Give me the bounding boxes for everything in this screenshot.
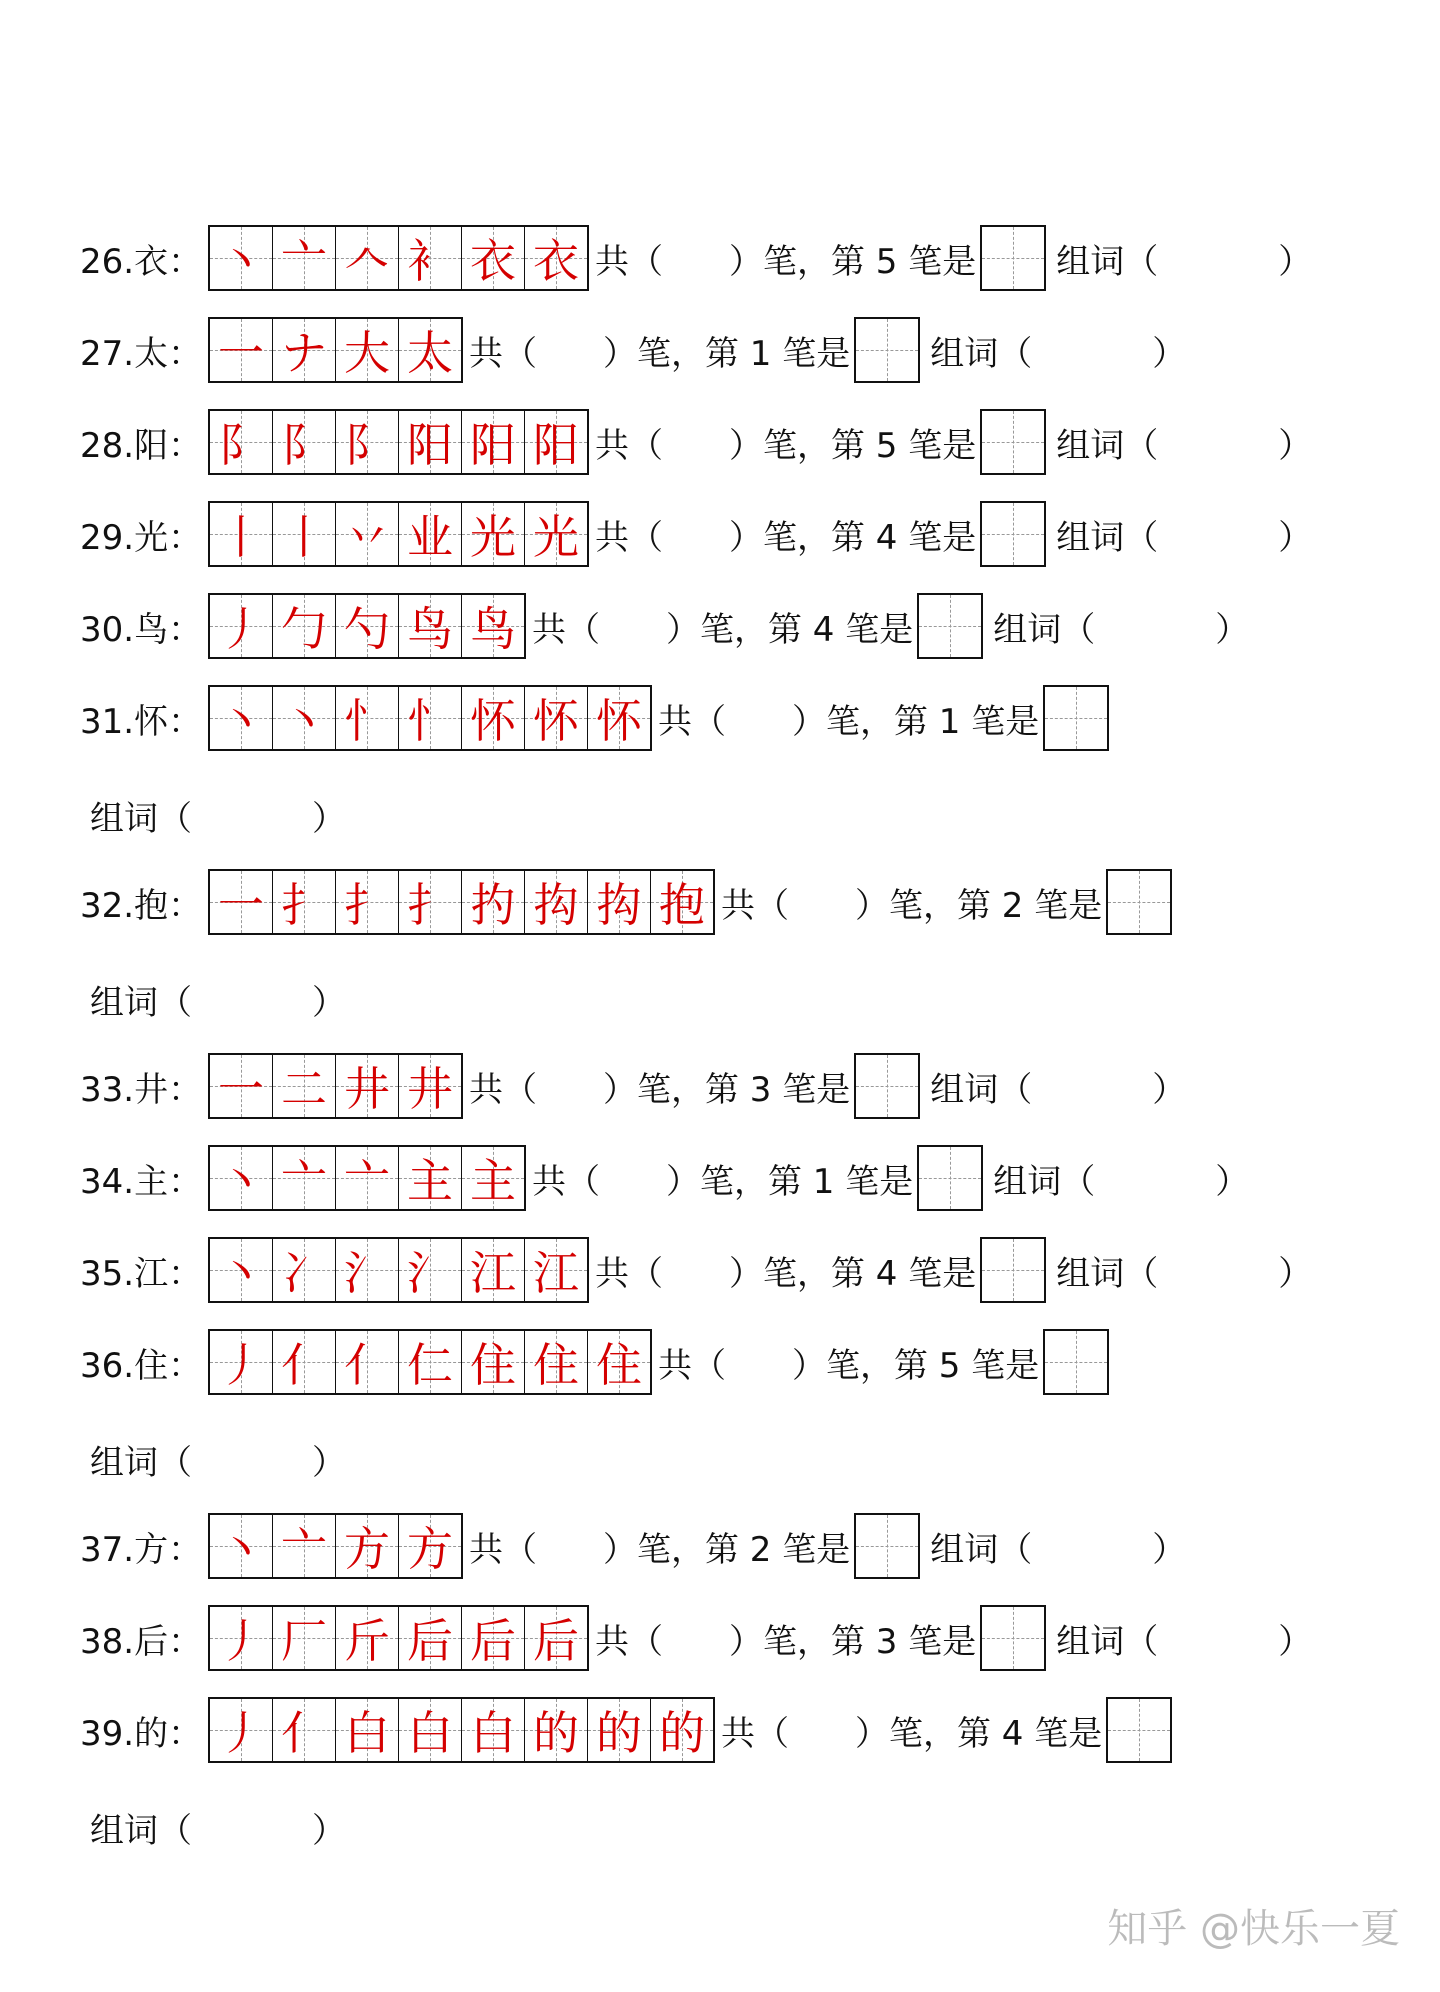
stroke-step-cell (524, 1331, 587, 1393)
zuci-wrapped-line (90, 1435, 346, 1484)
exercise-row (80, 225, 1312, 291)
stroke-step-glyph: 亠 (344, 1154, 390, 1208)
stroke-step-glyph: 亠 (281, 234, 327, 288)
stroke-step-glyph: 扚 (470, 878, 516, 932)
zuci-wrapped-line (90, 791, 346, 840)
stroke-order-grid (208, 1697, 715, 1763)
stroke-step-cell (335, 1331, 398, 1393)
stroke-step-cell (335, 1239, 398, 1301)
stroke-step-glyph: 亠 (281, 1154, 327, 1208)
stroke-order-grid (208, 317, 463, 383)
zuci-field[interactable]: 组词（ ） (930, 1529, 1187, 1570)
stroke-step-glyph: 亻 (281, 1706, 327, 1760)
zuci-field[interactable]: 组词（ ） (1056, 517, 1313, 558)
stroke-step-glyph: 仁 (407, 1338, 453, 1392)
stroke-step-cell (461, 595, 524, 657)
stroke-step-cell (272, 595, 335, 657)
stroke-step-glyph: 怀 (596, 694, 642, 748)
exercise-label: 39.的： (80, 1713, 203, 1754)
stroke-step-cell (210, 503, 272, 565)
stroke-step-cell (335, 227, 398, 289)
stroke-step-cell (272, 1239, 335, 1301)
exercise-label: 37.方： (80, 1529, 203, 1570)
nth-stroke-label: ）笔，第 4 笔是 (729, 1253, 977, 1294)
stroke-step-glyph: 丶 (218, 1522, 264, 1576)
stroke-step-glyph: 丶 (218, 234, 264, 288)
stroke-step-cell (650, 1699, 713, 1761)
stroke-step-cell (335, 319, 398, 381)
stroke-step-cell (524, 503, 587, 565)
stroke-step-glyph: 勺 (344, 602, 390, 656)
total-strokes-label: 共（ (469, 1529, 537, 1570)
stroke-answer-box[interactable] (1043, 685, 1109, 751)
stroke-step-glyph: 阝 (344, 418, 390, 472)
stroke-step-glyph: 冫 (281, 1246, 327, 1300)
stroke-step-cell (587, 1699, 650, 1761)
stroke-step-cell (272, 411, 335, 473)
stroke-step-cell (524, 227, 587, 289)
total-strokes-label: 共（ (595, 241, 663, 282)
stroke-step-cell (398, 1147, 461, 1209)
stroke-step-glyph: 井 (344, 1062, 390, 1116)
stroke-answer-box[interactable] (917, 1145, 983, 1211)
stroke-step-cell (398, 1607, 461, 1669)
stroke-step-cell (272, 1515, 335, 1577)
stroke-step-glyph: 亠 (281, 1522, 327, 1576)
stroke-order-grid (208, 1605, 589, 1671)
stroke-step-glyph: 丨 (218, 510, 264, 564)
stroke-step-cell (398, 1699, 461, 1761)
nth-stroke-label: ）笔，第 5 笔是 (729, 241, 977, 282)
zuci-wrapped-line (90, 975, 346, 1024)
stroke-step-cell (587, 871, 650, 933)
stroke-step-cell (461, 1607, 524, 1669)
stroke-step-cell (461, 411, 524, 473)
stroke-step-glyph: 丶 (218, 694, 264, 748)
stroke-step-glyph: 衤 (407, 234, 453, 288)
stroke-step-cell (587, 687, 650, 749)
zuci-field[interactable]: 组词（ ） (930, 1069, 1187, 1110)
exercise-row (80, 501, 1312, 567)
stroke-step-cell (398, 319, 461, 381)
stroke-step-glyph: 业 (407, 510, 453, 564)
nth-stroke-label: ）笔，第 5 笔是 (792, 1345, 1040, 1386)
stroke-step-cell (398, 411, 461, 473)
stroke-answer-box[interactable] (1043, 1329, 1109, 1395)
total-strokes-label: 共（ (595, 1621, 663, 1662)
stroke-step-cell (524, 871, 587, 933)
stroke-step-cell (210, 411, 272, 473)
stroke-order-grid (208, 1145, 526, 1211)
stroke-step-cell (272, 1055, 335, 1117)
stroke-step-glyph: 鸟 (407, 602, 453, 656)
stroke-step-glyph: 井 (407, 1062, 453, 1116)
stroke-step-glyph: 扌 (407, 878, 453, 932)
stroke-step-cell (524, 1239, 587, 1301)
stroke-step-glyph: 一 (218, 878, 264, 932)
exercise-label: 31.怀： (80, 701, 203, 742)
stroke-step-cell (210, 1239, 272, 1301)
stroke-step-cell (587, 1331, 650, 1393)
stroke-step-glyph: 丶 (218, 1154, 264, 1208)
nth-stroke-label: ）笔，第 4 笔是 (729, 517, 977, 558)
stroke-step-glyph: 亻 (344, 1338, 390, 1392)
total-strokes-label: 共（ (658, 701, 726, 742)
stroke-step-cell (461, 1331, 524, 1393)
stroke-step-cell (398, 227, 461, 289)
exercise-label: 32.抱： (80, 885, 203, 926)
total-strokes-label: 共（ (595, 1253, 663, 1294)
stroke-step-cell (335, 1147, 398, 1209)
stroke-step-glyph: 斤 (344, 1614, 390, 1668)
zuci-field[interactable]: 组词（ ） (930, 333, 1187, 374)
stroke-step-glyph: 白 (470, 1706, 516, 1760)
stroke-step-cell (398, 595, 461, 657)
stroke-answer-box[interactable] (980, 501, 1046, 567)
stroke-step-cell (398, 1055, 461, 1117)
stroke-step-cell (398, 503, 461, 565)
stroke-order-grid (208, 685, 652, 751)
stroke-step-cell (398, 871, 461, 933)
nth-stroke-label: ）笔，第 3 笔是 (729, 1621, 977, 1662)
stroke-step-glyph: 后 (533, 1614, 579, 1668)
exercise-label: 26.衣： (80, 241, 203, 282)
stroke-step-glyph: 主 (407, 1154, 453, 1208)
stroke-step-cell (272, 1607, 335, 1669)
stroke-step-glyph: 厂 (281, 1614, 327, 1668)
exercise-label: 28.阳： (80, 425, 203, 466)
stroke-answer-box[interactable] (854, 317, 920, 383)
stroke-answer-box[interactable] (980, 409, 1046, 475)
stroke-step-glyph: 丷 (344, 510, 390, 564)
stroke-step-glyph: 方 (344, 1522, 390, 1576)
stroke-step-cell (335, 871, 398, 933)
stroke-step-glyph: 丿 (218, 602, 264, 656)
stroke-step-cell (335, 1515, 398, 1577)
stroke-step-cell (524, 411, 587, 473)
zuci-field[interactable]: 组词（ ） (993, 1161, 1250, 1202)
total-strokes-label: 共（ (595, 425, 663, 466)
total-strokes-label: 共（ (532, 609, 600, 650)
zuci-wrapped-line (90, 1803, 346, 1852)
stroke-step-glyph: 抱 (659, 878, 705, 932)
zuci-field[interactable]: 组词（ ） (1056, 425, 1313, 466)
exercise-label: 35.江： (80, 1253, 203, 1294)
stroke-step-glyph: 氵 (344, 1246, 390, 1300)
zuci-field[interactable]: 组词（ ） (1056, 241, 1313, 282)
stroke-step-glyph: ナ (281, 326, 327, 380)
zuci-field[interactable]: 组词（ ） (90, 799, 346, 839)
zuci-field[interactable]: 组词（ ） (1056, 1253, 1313, 1294)
stroke-step-glyph: 太 (407, 326, 453, 380)
stroke-step-cell (210, 871, 272, 933)
stroke-step-cell (210, 1607, 272, 1669)
zuci-field[interactable]: 组词（ ） (90, 983, 346, 1023)
exercise-row (80, 1697, 1172, 1763)
nth-stroke-label: ）笔，第 1 笔是 (603, 333, 851, 374)
stroke-step-cell (210, 227, 272, 289)
stroke-step-glyph: 丿 (218, 1614, 264, 1668)
stroke-step-cell (210, 1147, 272, 1209)
stroke-answer-box[interactable] (854, 1053, 920, 1119)
stroke-step-glyph: 住 (533, 1338, 579, 1392)
stroke-step-cell (461, 871, 524, 933)
stroke-step-glyph: 阳 (470, 418, 516, 472)
stroke-step-glyph: 住 (596, 1338, 642, 1392)
exercise-label: 29.光： (80, 517, 203, 558)
exercise-row (80, 1605, 1312, 1671)
stroke-step-cell (272, 1147, 335, 1209)
stroke-step-glyph: 丶 (218, 1246, 264, 1300)
stroke-step-glyph: 白 (344, 1706, 390, 1760)
stroke-order-grid (208, 1237, 589, 1303)
stroke-step-glyph: 丨 (281, 510, 327, 564)
stroke-answer-box[interactable] (1106, 869, 1172, 935)
stroke-answer-box[interactable] (917, 593, 983, 659)
nth-stroke-label: ）笔，第 3 笔是 (603, 1069, 851, 1110)
stroke-step-cell (272, 1331, 335, 1393)
stroke-step-glyph: 扌 (344, 878, 390, 932)
stroke-answer-box[interactable] (980, 225, 1046, 291)
stroke-order-grid (208, 501, 589, 567)
total-strokes-label: 共（ (532, 1161, 600, 1202)
stroke-step-glyph: 丿 (218, 1706, 264, 1760)
stroke-step-cell (335, 411, 398, 473)
exercise-row (80, 869, 1172, 935)
stroke-order-grid (208, 593, 526, 659)
exercise-row (80, 593, 1249, 659)
stroke-step-cell (461, 687, 524, 749)
stroke-step-glyph: 氵 (407, 1246, 453, 1300)
total-strokes-label: 共（ (658, 1345, 726, 1386)
stroke-step-cell (461, 503, 524, 565)
stroke-step-cell (335, 503, 398, 565)
stroke-step-glyph: 衣 (533, 234, 579, 288)
exercise-row (80, 685, 1109, 751)
stroke-step-glyph: 忄 (407, 694, 453, 748)
stroke-step-cell (524, 1607, 587, 1669)
stroke-step-glyph: 一 (218, 326, 264, 380)
stroke-step-glyph: 光 (470, 510, 516, 564)
stroke-answer-box[interactable] (980, 1237, 1046, 1303)
stroke-order-grid (208, 869, 715, 935)
total-strokes-label: 共（ (721, 885, 789, 926)
stroke-step-glyph: 抅 (596, 878, 642, 932)
stroke-step-glyph: 的 (659, 1706, 705, 1760)
stroke-step-glyph: 阳 (407, 418, 453, 472)
stroke-step-glyph: 后 (407, 1614, 453, 1668)
stroke-step-glyph: 怀 (470, 694, 516, 748)
stroke-step-glyph: 阝 (218, 418, 264, 472)
exercise-label: 27.太： (80, 333, 203, 374)
nth-stroke-label: ）笔，第 1 笔是 (666, 1161, 914, 1202)
total-strokes-label: 共（ (469, 333, 537, 374)
stroke-step-cell (524, 1699, 587, 1761)
stroke-step-glyph: 𠆢 (344, 234, 390, 288)
total-strokes-label: 共（ (595, 517, 663, 558)
exercise-row (80, 1053, 1186, 1119)
stroke-step-cell (335, 595, 398, 657)
nth-stroke-label: ）笔，第 5 笔是 (729, 425, 977, 466)
stroke-step-cell (210, 687, 272, 749)
stroke-step-glyph: 大 (344, 326, 390, 380)
stroke-step-cell (210, 1055, 272, 1117)
stroke-step-glyph: 怀 (533, 694, 579, 748)
stroke-step-cell (398, 1331, 461, 1393)
stroke-order-grid (208, 225, 589, 291)
stroke-step-cell (398, 1239, 461, 1301)
exercise-row (80, 409, 1312, 475)
stroke-step-cell (461, 1147, 524, 1209)
stroke-order-grid (208, 1329, 652, 1395)
stroke-step-glyph: 主 (470, 1154, 516, 1208)
stroke-step-glyph: 的 (596, 1706, 642, 1760)
zuci-field[interactable]: 组词（ ） (90, 1443, 346, 1483)
stroke-step-glyph: 衣 (470, 234, 516, 288)
exercise-label: 36.住： (80, 1345, 203, 1386)
stroke-step-cell (210, 1515, 272, 1577)
stroke-step-cell (210, 1699, 272, 1761)
stroke-step-glyph: 丶 (281, 694, 327, 748)
stroke-step-glyph: 二 (281, 1062, 327, 1116)
stroke-step-glyph: 阳 (533, 418, 579, 472)
stroke-step-cell (335, 1699, 398, 1761)
exercise-label: 34.主： (80, 1161, 203, 1202)
total-strokes-label: 共（ (721, 1713, 789, 1754)
nth-stroke-label: ）笔，第 2 笔是 (855, 885, 1103, 926)
stroke-step-glyph: 江 (470, 1246, 516, 1300)
nth-stroke-label: ）笔，第 4 笔是 (666, 609, 914, 650)
exercise-row (80, 1329, 1109, 1395)
stroke-step-cell (272, 687, 335, 749)
stroke-step-glyph: 阝 (281, 418, 327, 472)
exercise-label: 38.后： (80, 1621, 203, 1662)
nth-stroke-label: ）笔，第 1 笔是 (792, 701, 1040, 742)
watermark: 知乎 @快乐一夏 (1107, 1906, 1400, 1952)
stroke-step-glyph: 扌 (281, 878, 327, 932)
stroke-answer-box[interactable] (854, 1513, 920, 1579)
stroke-step-cell (272, 1699, 335, 1761)
stroke-step-cell (210, 595, 272, 657)
stroke-step-cell (461, 1239, 524, 1301)
stroke-step-cell (398, 1515, 461, 1577)
stroke-step-cell (272, 227, 335, 289)
stroke-step-cell (461, 227, 524, 289)
stroke-step-glyph: 鸟 (470, 602, 516, 656)
stroke-step-glyph: 勹 (281, 602, 327, 656)
stroke-step-cell (210, 1331, 272, 1393)
stroke-answer-box[interactable] (1106, 1697, 1172, 1763)
stroke-step-glyph: 丿 (218, 1338, 264, 1392)
stroke-step-cell (272, 319, 335, 381)
stroke-step-glyph: 的 (533, 1706, 579, 1760)
exercise-row (80, 1145, 1249, 1211)
stroke-order-grid (208, 409, 589, 475)
zuci-field[interactable]: 组词（ ） (90, 1811, 346, 1851)
stroke-step-glyph: 方 (407, 1522, 453, 1576)
stroke-step-cell (335, 687, 398, 749)
stroke-answer-box[interactable] (980, 1605, 1046, 1671)
stroke-step-cell (524, 687, 587, 749)
stroke-step-glyph: 江 (533, 1246, 579, 1300)
zuci-field[interactable]: 组词（ ） (1056, 1621, 1313, 1662)
nth-stroke-label: ）笔，第 2 笔是 (603, 1529, 851, 1570)
stroke-step-cell (335, 1607, 398, 1669)
stroke-step-cell (398, 687, 461, 749)
stroke-step-cell (461, 1699, 524, 1761)
stroke-step-cell (272, 871, 335, 933)
stroke-step-glyph: 白 (407, 1706, 453, 1760)
stroke-step-cell (210, 319, 272, 381)
stroke-step-cell (650, 871, 713, 933)
stroke-step-glyph: 亻 (281, 1338, 327, 1392)
exercise-row (80, 1237, 1312, 1303)
stroke-step-glyph: 光 (533, 510, 579, 564)
stroke-step-glyph: 忄 (344, 694, 390, 748)
stroke-step-glyph: 一 (218, 1062, 264, 1116)
exercise-row (80, 317, 1186, 383)
stroke-order-grid (208, 1513, 463, 1579)
stroke-step-glyph: 后 (470, 1614, 516, 1668)
stroke-step-glyph: 抅 (533, 878, 579, 932)
zuci-field[interactable]: 组词（ ） (993, 609, 1250, 650)
nth-stroke-label: ）笔，第 4 笔是 (855, 1713, 1103, 1754)
stroke-step-cell (335, 1055, 398, 1117)
exercise-label: 30.鸟： (80, 609, 203, 650)
exercise-label: 33.井： (80, 1069, 203, 1110)
total-strokes-label: 共（ (469, 1069, 537, 1110)
exercise-row (80, 1513, 1186, 1579)
stroke-step-glyph: 住 (470, 1338, 516, 1392)
stroke-order-grid (208, 1053, 463, 1119)
stroke-step-cell (272, 503, 335, 565)
